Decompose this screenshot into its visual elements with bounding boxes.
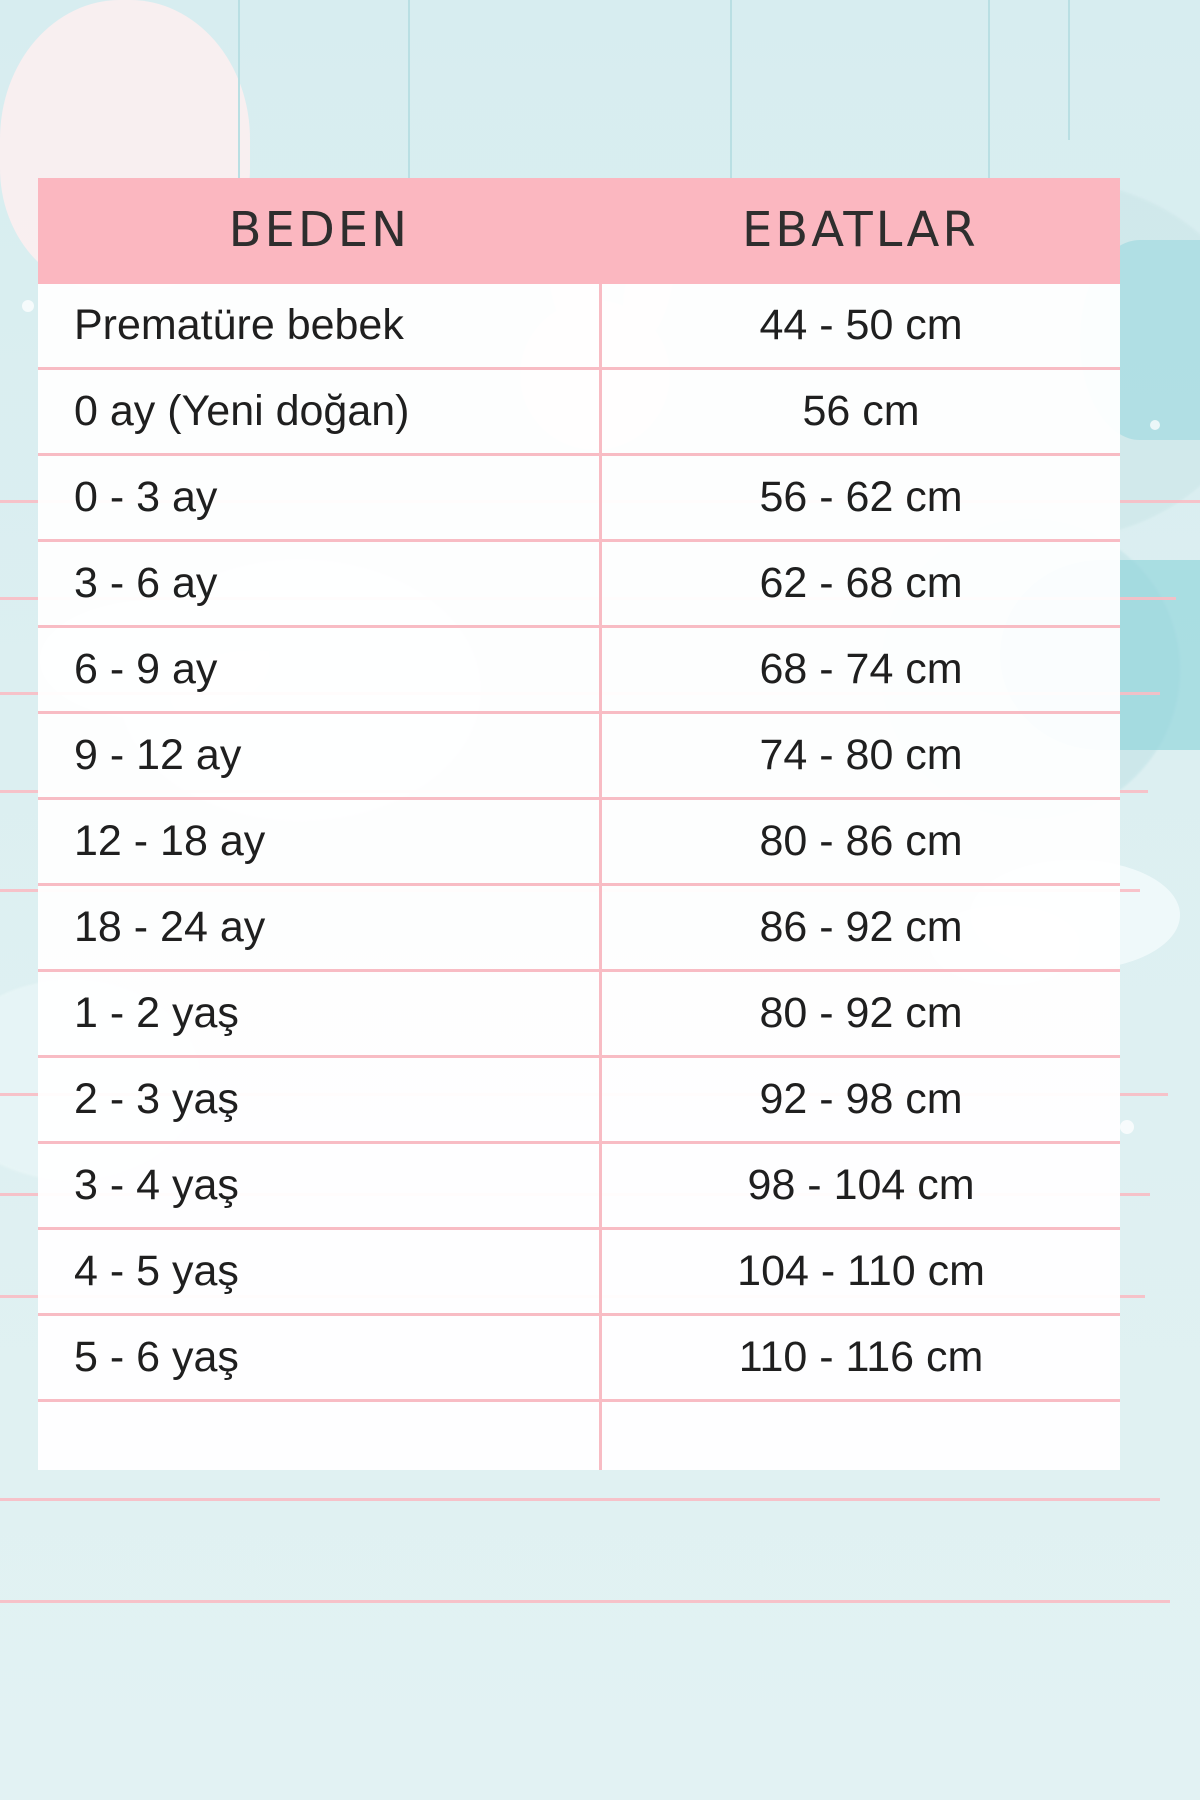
cell-size: 0 ay (Yeni doğan) [38,369,601,455]
table-row [38,713,1120,799]
hanging-string [408,0,410,178]
table-row [38,1315,1120,1401]
table-row [38,799,1120,885]
size-chart-card [38,178,1120,1470]
hanging-string [730,0,732,178]
cell-dimensions: 104 - 110 cm [601,1229,1120,1315]
cell-size: 4 - 5 yaş [38,1229,601,1315]
cell-size: 5 - 6 yaş [38,1315,601,1401]
table-row [38,971,1120,1057]
hanging-string [238,0,240,178]
cell-dimensions: 92 - 98 cm [601,1057,1120,1143]
cell-dimensions: 56 - 62 cm [601,455,1120,541]
cell-size: 3 - 4 yaş [38,1143,601,1229]
divider-rule [0,1498,1160,1501]
cell-dimensions: 80 - 86 cm [601,799,1120,885]
table-header-row [38,178,1120,284]
cell-dimensions: 68 - 74 cm [601,627,1120,713]
decorative-dot [22,300,34,312]
table-row [38,369,1120,455]
cell-dimensions: 62 - 68 cm [601,541,1120,627]
spacer-cell [601,1401,1120,1471]
cell-size: 18 - 24 ay [38,885,601,971]
table-footer-spacer [38,1401,1120,1471]
table-header [38,178,1120,284]
cell-dimensions: 56 cm [601,369,1120,455]
table-row [38,284,1120,369]
column-header-dimensions: EBATLAR [601,178,1120,284]
column-header-size: BEDEN [38,178,601,284]
hanging-string [988,0,990,178]
cell-size: 12 - 18 ay [38,799,601,885]
cell-dimensions: 74 - 80 cm [601,713,1120,799]
cell-size: 0 - 3 ay [38,455,601,541]
cell-size: 1 - 2 yaş [38,971,601,1057]
cell-dimensions: 98 - 104 cm [601,1143,1120,1229]
decorative-dot [1120,1120,1134,1134]
table-row [38,1143,1120,1229]
spacer-cell [38,1401,601,1471]
cell-size: 2 - 3 yaş [38,1057,601,1143]
table-row [38,885,1120,971]
table-body [38,284,1120,1470]
cell-size: 3 - 6 ay [38,541,601,627]
cell-dimensions: 80 - 92 cm [601,971,1120,1057]
table-row [38,1057,1120,1143]
table-row [38,627,1120,713]
cell-dimensions: 44 - 50 cm [601,284,1120,369]
size-chart-table [38,178,1120,1470]
decorative-dot [1150,420,1160,430]
cell-size: Prematüre bebek [38,284,601,369]
table-row [38,1229,1120,1315]
table-row [38,541,1120,627]
hanging-string [1068,0,1070,140]
divider-rule [0,1600,1170,1603]
cell-dimensions: 86 - 92 cm [601,885,1120,971]
table-row [38,455,1120,541]
cell-size: 9 - 12 ay [38,713,601,799]
cell-dimensions: 110 - 116 cm [601,1315,1120,1401]
cell-size: 6 - 9 ay [38,627,601,713]
